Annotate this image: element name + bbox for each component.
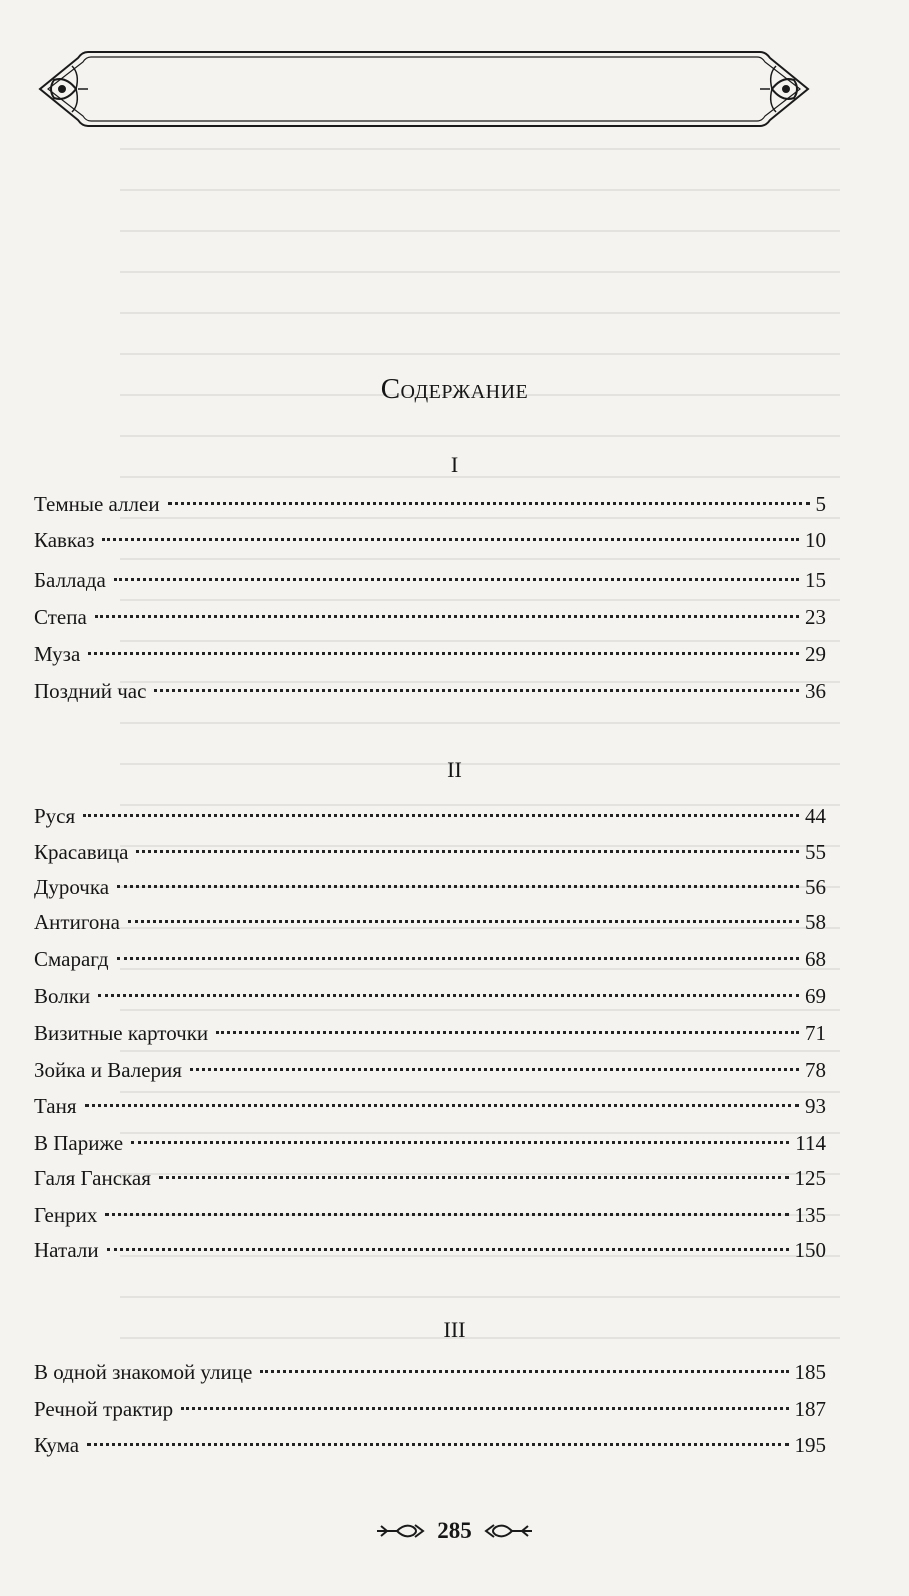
entry-title: Кума (34, 1433, 80, 1457)
toc-entry[interactable] (34, 637, 826, 671)
toc-entry[interactable] (34, 674, 826, 708)
toc-entry[interactable] (34, 563, 826, 597)
dot-leader (128, 920, 799, 923)
toc-entry[interactable] (34, 523, 826, 557)
entry-title: Муза (34, 642, 81, 666)
dot-leader (83, 814, 799, 817)
entry-title: Руся (34, 804, 76, 828)
entry-page: 150 (794, 1238, 826, 1262)
toc-entry[interactable] (34, 1161, 826, 1195)
entry-page: 71 (805, 1021, 826, 1045)
dot-leader (114, 578, 799, 581)
entry-page: 10 (805, 528, 826, 552)
dot-leader (181, 1407, 788, 1410)
entry-title: Волки (34, 984, 91, 1008)
toc-entry[interactable] (34, 487, 826, 521)
entry-title: Степа (34, 605, 87, 629)
entry-title: Зойка и Валерия (34, 1058, 182, 1082)
toc-entry[interactable] (34, 1016, 826, 1050)
entry-title: Натали (34, 1238, 99, 1262)
entry-page: 187 (794, 1397, 826, 1421)
toc-entry[interactable] (34, 1126, 826, 1160)
entry-title: Темные аллеи (34, 492, 160, 516)
entry-page: 5 (815, 492, 826, 516)
entry-page: 125 (794, 1166, 826, 1190)
toc-entry[interactable] (34, 942, 826, 976)
dot-leader (87, 1443, 788, 1446)
entry-page: 68 (805, 947, 826, 971)
entry-page: 55 (805, 840, 826, 864)
dot-leader (260, 1370, 788, 1373)
entry-page: 56 (805, 875, 826, 899)
toc-entry[interactable] (34, 799, 826, 833)
entry-title: Баллада (34, 568, 106, 592)
toc-entry[interactable] (34, 835, 826, 869)
dot-leader (136, 850, 799, 853)
toc-entry[interactable] (34, 1198, 826, 1232)
dot-leader (105, 1213, 788, 1216)
entry-title: Галя Ганская (34, 1166, 151, 1190)
entry-page: 44 (805, 804, 826, 828)
dot-leader (117, 885, 799, 888)
page-title: Содержание (380, 373, 529, 405)
dot-leader (159, 1176, 789, 1179)
entry-page: 29 (805, 642, 826, 666)
page-number: 285 (437, 1518, 472, 1543)
dot-leader (190, 1068, 799, 1071)
toc-entry[interactable] (34, 1053, 826, 1087)
toc-entry[interactable] (34, 1089, 826, 1123)
dot-leader (88, 652, 799, 655)
entry-page: 78 (805, 1058, 826, 1082)
toc-entry[interactable] (34, 905, 826, 939)
entry-title: Кавказ (34, 528, 95, 552)
dot-leader (98, 994, 799, 997)
dot-leader (85, 1104, 799, 1107)
dot-leader (168, 502, 810, 505)
entry-title: Генрих (34, 1203, 98, 1227)
entry-title: Антигона (34, 910, 120, 934)
dot-leader (131, 1141, 789, 1144)
page-footer (0, 1518, 909, 1544)
entry-title: В одной знакомой улице (34, 1360, 253, 1384)
entry-title: Речной трактир (34, 1397, 174, 1421)
dot-leader (154, 689, 799, 692)
entry-page: 15 (805, 568, 826, 592)
section-label: II (447, 757, 462, 782)
ornamental-frame-icon (18, 46, 830, 132)
entry-title: Таня (34, 1094, 77, 1118)
dot-leader (117, 957, 799, 960)
toc-entry[interactable] (34, 870, 826, 904)
entry-page: 36 (805, 679, 826, 703)
entry-title: Красавица (34, 840, 129, 864)
toc-entry[interactable] (34, 1392, 826, 1426)
dot-leader (102, 538, 799, 541)
entry-title: В Париже (34, 1131, 124, 1155)
section-label: I (450, 452, 459, 477)
entry-page: 195 (794, 1433, 826, 1457)
dot-leader (216, 1031, 799, 1034)
entry-title: Поздний час (34, 679, 147, 703)
toc-entry[interactable] (34, 979, 826, 1013)
dot-leader (95, 615, 799, 618)
entry-page: 58 (805, 910, 826, 934)
toc-entry[interactable] (34, 1355, 826, 1389)
toc-entry[interactable] (34, 600, 826, 634)
entry-page: 185 (794, 1360, 826, 1384)
dot-leader (107, 1248, 789, 1251)
entry-title: Визитные карточки (34, 1021, 209, 1045)
ornament-left-icon (375, 1521, 427, 1541)
entry-page: 93 (805, 1094, 826, 1118)
ornament-right-icon (482, 1521, 534, 1541)
entry-page: 135 (794, 1203, 826, 1227)
toc-entry[interactable] (34, 1233, 826, 1267)
toc-entry[interactable] (34, 1428, 826, 1462)
entry-page: 69 (805, 984, 826, 1008)
section-label: III (443, 1317, 466, 1342)
entry-title: Дурочка (34, 875, 110, 899)
entry-page: 114 (795, 1131, 826, 1155)
entry-title: Смарагд (34, 947, 109, 971)
entry-page: 23 (805, 605, 826, 629)
